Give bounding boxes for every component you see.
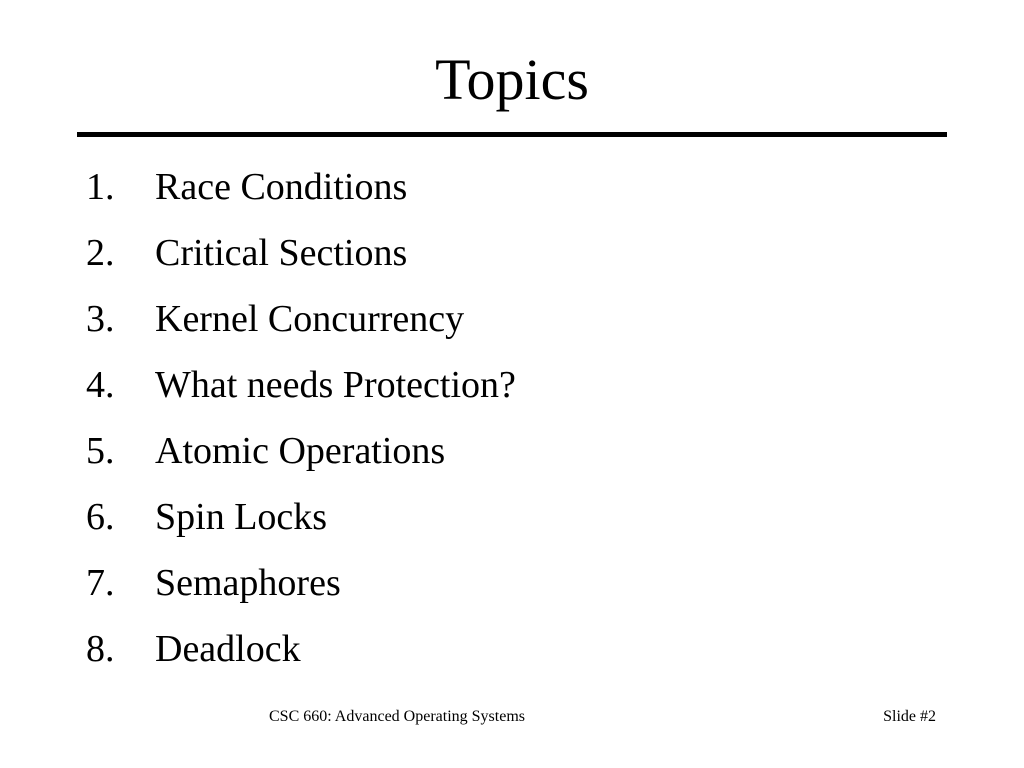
list-item: [0, 484, 700, 550]
list-item-label: Race Conditions: [155, 166, 408, 208]
list-item-number: 1.: [86, 166, 115, 208]
list-item-label: Critical Sections: [155, 232, 408, 274]
list-item: [0, 352, 700, 418]
footer-slide-number: Slide #2: [883, 708, 936, 725]
list-item: [0, 616, 700, 682]
list-item: [0, 154, 700, 220]
list-item-label: Deadlock: [155, 628, 301, 670]
list-item-label: Atomic Operations: [155, 430, 446, 472]
footer-course-title: CSC 660: Advanced Operating Systems: [269, 708, 525, 725]
slide-title: Topics: [435, 47, 589, 112]
list-item-label: What needs Protection?: [155, 364, 516, 406]
list-item-number: 4.: [86, 364, 115, 406]
title-divider: [77, 132, 947, 137]
list-item: [0, 550, 700, 616]
list-item-label: Semaphores: [155, 562, 341, 604]
list-item-number: 8.: [86, 628, 115, 670]
list-item-number: 7.: [86, 562, 115, 604]
list-item-number: 6.: [86, 496, 115, 538]
list-item-label: Spin Locks: [155, 496, 328, 538]
list-item: [0, 418, 700, 484]
list-item-number: 2.: [86, 232, 115, 274]
list-item: [0, 286, 700, 352]
list-item-label: Kernel Concurrency: [155, 298, 465, 340]
list-item-number: 3.: [86, 298, 115, 340]
list-item-number: 5.: [86, 430, 115, 472]
list-item: [0, 220, 700, 286]
